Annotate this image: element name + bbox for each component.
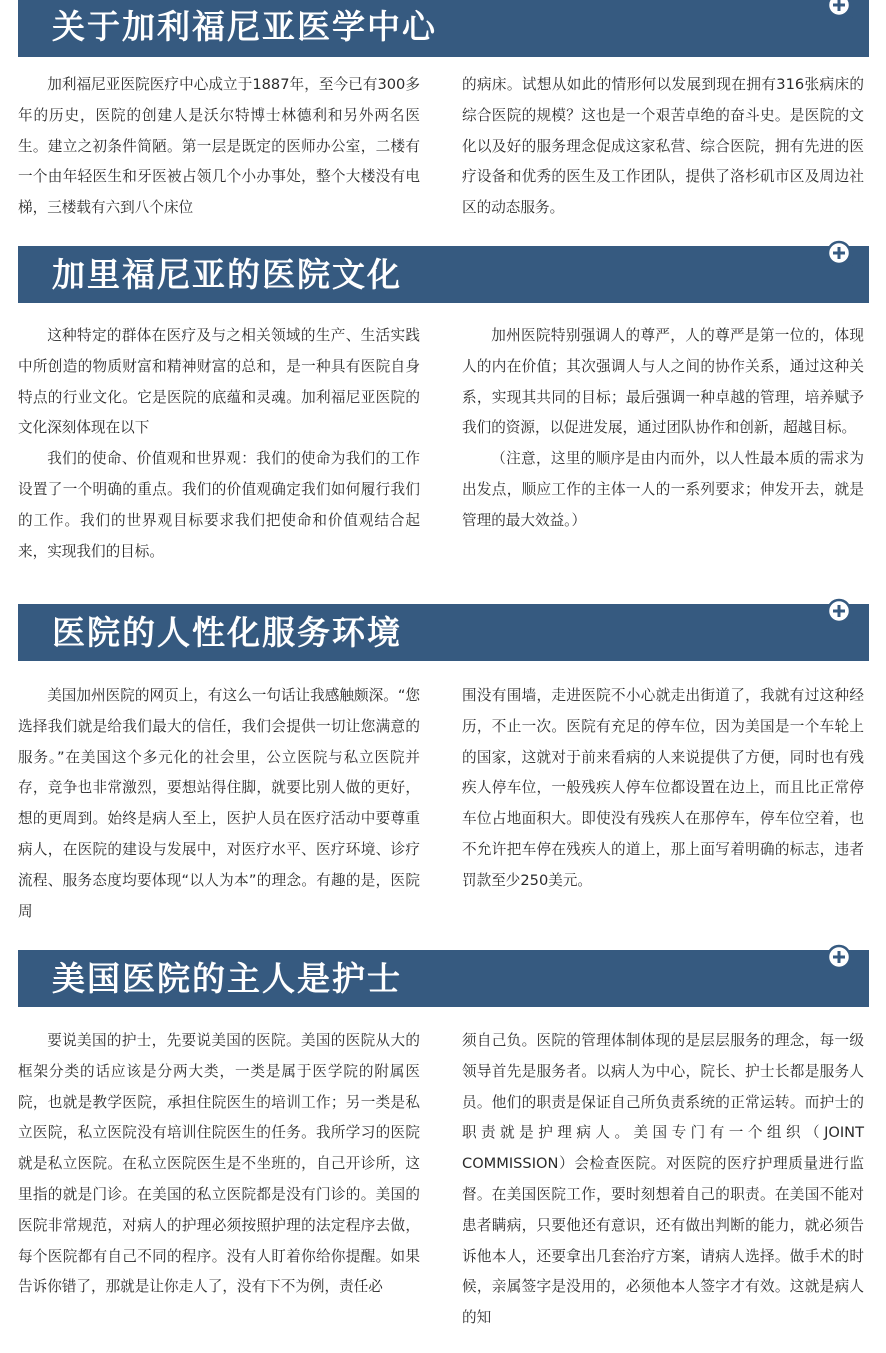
section-banner [18,246,869,303]
paragraph: （注意，这里的顺序是由内而外，以人性最本质的需求为出发点，顺应工作的主体一人的一系列要求；伸发开去，就是管理的最大效益。） [462,450,864,529]
column-left [18,70,420,224]
section-title: 关于加利福尼亚医学中心 [52,7,437,46]
section-title: 美国医院的主人是护士 [52,959,402,998]
paragraph: 加州医院特别强调人的尊严，人的尊严是第一位的，体现人的内在价值；其次强调人与人之间的协作关系，通过这种关系，实现其共同的目标；最后强调一种卓越的管理，培养赋予我们的资源，以促进发展，通过团队协作和创新，超越目标。 [462,327,864,437]
paragraph: 这种特定的群体在医疗及与之相关领域的生产、生活实践中所创造的物质财富和精神财富的总和，是一种具有医院自身特点的行业文化。它是医院的底蕴和灵魂。加利福尼亚医院的文化深刻体现在以下 [18,327,420,437]
paragraph: 须自己负。医院的管理体制体现的是层层服务的理念，每一级领导首先是服务者。以病人为中心，院长、护士长都是服务人员。他们的职责是保证自己所负责系统的正常运转。而护士的职责就是护理病人。美国专门有一个组织（JOINT COMMISSION）会检查医院。对医院的医疗护理质量进行监督。在美国医院工作，要时刻想着自己的职责。在美国不能对患者瞒病，只要他还有意识，还有做出判断的能力，就必须告诉他本人，还要拿出几套治疗方案，请病人选择。做手术的时候，亲属签字是没用的，必须他本人签字才有效。这就是病人的知 [462,1032,864,1327]
column-left [18,1026,420,1303]
paragraph: 美国加州医院的网页上，有这么一句话让我感触颇深。“您选择我们就是给我们最大的信任，我们会提供一切让您满意的服务。”在美国这个多元化的社会里，公立医院与私立医院并存，竞争也非常激烈，要想站得住脚，就要比别人做的更好，想的更周到。始终是病人至上，医护人员在医疗活动中要尊重病人，在医院的建设与发展中，对医疗水平、医疗环境、诊疗流程、服务态度均要体现“以人为本”的理念。有趣的是，医院周 [18,687,420,920]
zoom-in-icon[interactable] [825,598,865,628]
zoom-in-icon[interactable] [825,0,865,22]
column-right [462,681,864,897]
column-right [462,321,864,537]
column-right [462,1026,864,1334]
paragraph: 要说美国的护士，先要说美国的医院。美国的医院从大的框架分类的话应该是分两大类，一类是属于医学院的附属医院，也就是教学医院，承担住院医生的培训工作；另一类是私立医院，私立医院没有培训住院医生的任务。我所学习的医院就是私立医院。在私立医院医生是不坐班的，自己开诊所，这里指的就是门诊。在美国的私立医院都是没有门诊的。美国的医院非常规范，对病人的护理必须按照护理的法定程序去做，每个医院都有自己不同的程序。没有人盯着你给你提醒。如果告诉你错了，那就是让你走人了，没有下不为例，责任必 [18,1032,420,1296]
section-banner [18,604,869,661]
paragraph: 的病床。试想从如此的情形何以发展到现在拥有316张病床的综合医院的规模？这也是一个艰苦卓绝的奋斗史。是医院的文化以及好的服务理念促成这家私营、综合医院，拥有先进的医疗设备和优秀的医生及工作团队，提供了洛杉矶市区及周边社区的动态服务。 [462,76,864,217]
paragraph: 我们的使命、价值观和世界观：我们的使命为我们的工作设置了一个明确的重点。我们的价值观确定我们如何履行我们的工作。我们的世界观目标要求我们把使命和价值观结合起来，实现我们的目标。 [18,450,420,560]
column-left [18,681,420,927]
zoom-in-icon[interactable] [825,240,865,270]
column-right [462,70,864,224]
paragraph: 加利福尼亚医院医疗中心成立于1887年，至今已有300多年的历史，医院的创建人是沃尔特博士林德利和另外两名医生。建立之初条件简陋。第一层是既定的医师办公室，二楼有一个由年轻医生和牙医被占领几个小办事处，整个大楼没有电梯，三楼载有六到八个床位 [18,76,420,217]
paragraph: 围没有围墙，走进医院不小心就走出街道了，我就有过这种经历，不止一次。医院有充足的停车位，因为美国是一个车轮上的国家，这就对于前来看病的人来说提供了方便，同时也有残疾人停车位，一般残疾人停车位都设置在边上，而且比正常停车位占地面积大。即使没有残疾人在那停车，停车位空着，也不允许把车停在残疾人的道上，那上面写着明确的标志，违者罚款至少250美元。 [462,687,864,889]
section-banner [18,950,869,1007]
column-left [18,321,420,567]
section-title: 加里福尼亚的医院文化 [52,255,402,294]
zoom-in-icon[interactable] [825,944,865,974]
section-banner [18,0,869,57]
section-title: 医院的人性化服务环境 [52,613,402,652]
